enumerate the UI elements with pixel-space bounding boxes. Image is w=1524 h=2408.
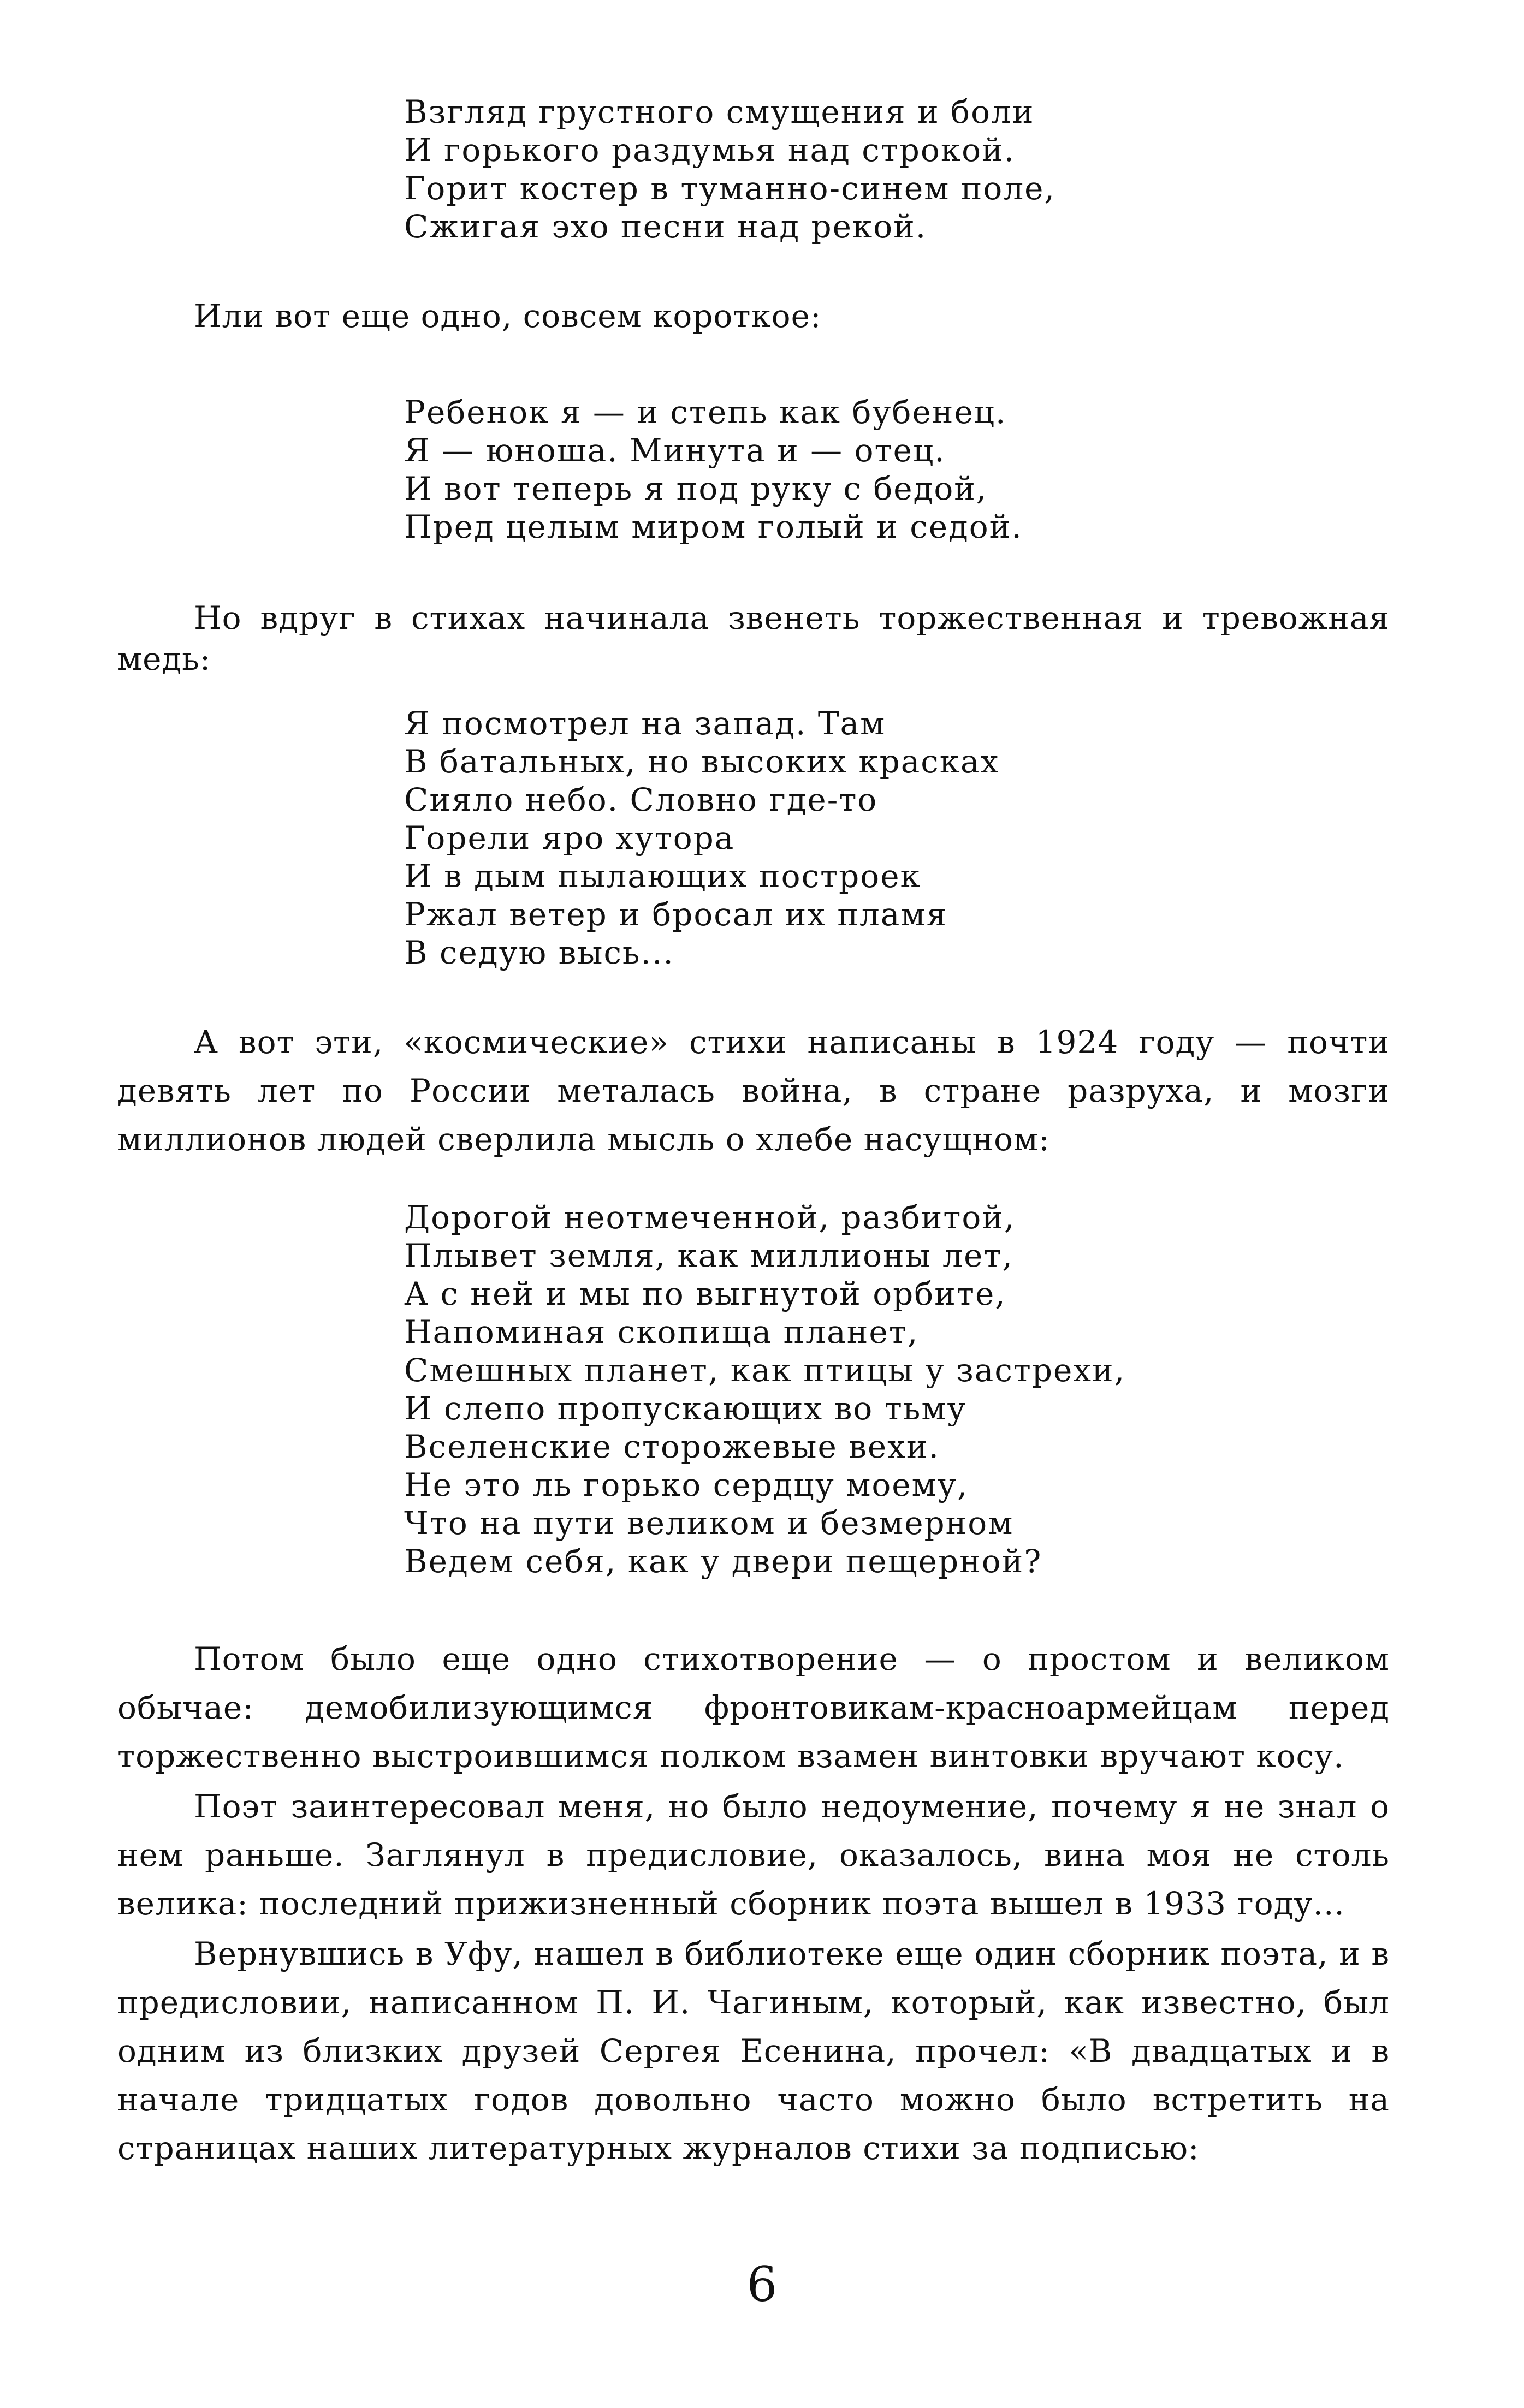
poem-line: В седую высь... (404, 934, 674, 971)
poem-line: И в дым пылающих построек (404, 858, 921, 895)
poem-line: Ребенок я — и степь как бубенец. (404, 394, 1007, 431)
poem-line: Напоминая скопища планет, (404, 1313, 919, 1351)
poem-line: В батальных, но высоких красках (404, 743, 1000, 780)
poem-line: Плывет земля, как миллионы лет, (404, 1237, 1013, 1274)
poem-line: Не это ль горько сердцу моему, (404, 1466, 969, 1503)
poem-line: И горького раздумья над строкой. (404, 132, 1016, 169)
poem-stanza-1 (404, 93, 1055, 246)
paragraph: А вот эти, «космические» стихи написаны в 1924 году — почти девять лет по России металась война, в стране разруха, и мозги миллионов людей сверлила мысль о хлебе насущном: (117, 1024, 1390, 1158)
poem-line: И слепо пропускающих во тьму (404, 1390, 967, 1427)
poem-line: Дорогой неотмеченной, разбитой, (404, 1199, 1016, 1236)
poem-line: Пред целым миром голый и седой. (404, 508, 1023, 545)
poem-line: Сияло небо. Словно где-то (404, 781, 878, 818)
poem-line: Смешных планет, как птицы у застрехи, (404, 1352, 1126, 1389)
poem-line: И вот теперь я под руку с бедой, (404, 470, 988, 507)
poem-line: Ведем себя, как у двери пещерной? (404, 1543, 1042, 1580)
paragraph: Вернувшись в Уфу, нашел в библиотеке еще один сборник поэта, и в предисловии, написанном П. И. Чагиным, который, как известно, был одним из близких друзей Сергея Есенина, прочел: «В двадцатых и в начале тридцатых годов довольно часто можно было встретить на страницах наших литературных журналов стихи за подписью: (117, 1935, 1390, 2167)
poem-line: Горит костер в туманно-синем поле, (404, 170, 1055, 207)
paragraph: Или вот еще одно, совсем короткое: (194, 298, 822, 335)
poem-line: Я — юноша. Минута и — отец. (404, 432, 946, 469)
poem-line: Вселенские сторожевые вехи. (404, 1428, 940, 1465)
poem-line: Ржал ветер и бросал их пламя (404, 896, 948, 933)
paragraph: Поэт заинтересовал меня, но было недоумение, почему я не знал о нем раньше. Заглянул в предисловие, оказалось, вина моя не столь велика: последний прижизненный сборник поэта вышел в 1933 году... (117, 1788, 1390, 1922)
poem-stanza-2 (404, 393, 1023, 546)
poem-line: Сжигая эхо песни над рекой. (404, 208, 927, 245)
poem-stanza-3 (404, 704, 999, 972)
paragraph: Потом было еще одно стихотворение — о простом и великом обычае: демобилизующимся фронтовикам-красноармейцам перед торжественно выстроившимся полком взамен винтовки вручают косу. (117, 1640, 1390, 1775)
poem-line: Я посмотрел на запад. Там (404, 705, 886, 742)
poem-stanza-4 (404, 1198, 1125, 1580)
poem-line: Горели яро хутора (404, 819, 735, 857)
paragraph: Но вдруг в стихах начинала звенеть торжественная и тревожная медь: (117, 599, 1390, 677)
poem-line: А с ней и мы по выгнутой орбите, (404, 1275, 1006, 1312)
page-number: 6 (746, 2256, 778, 2312)
poem-line: Что на пути великом и безмерном (404, 1505, 1014, 1542)
poem-line: Взгляд грустного смущения и боли (404, 93, 1035, 130)
